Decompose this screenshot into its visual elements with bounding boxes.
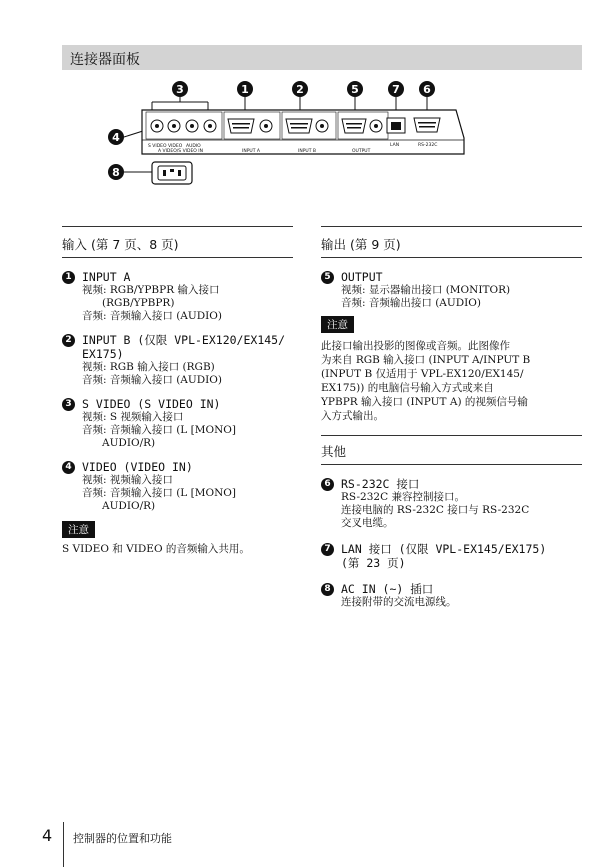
output-section	[321, 226, 582, 609]
item-line: RS-232C 兼容控制接口。	[341, 491, 465, 503]
callout-7	[388, 81, 404, 114]
item-title: INPUT A	[82, 270, 131, 284]
item-title: RS-232C 接口	[341, 477, 420, 491]
others-heading: 其他	[321, 444, 347, 459]
num-badge: 8	[321, 583, 334, 596]
item-line: 视频: 视频输入接口	[82, 474, 173, 486]
svg-text:1: 1	[241, 83, 249, 96]
note-label: 注意	[321, 316, 354, 333]
item-rs232c	[321, 477, 582, 530]
page-number: 4	[42, 826, 53, 845]
item-title-cont: (第 23 页)	[341, 556, 406, 570]
item-title: S VIDEO (S VIDEO IN)	[82, 397, 221, 411]
note-label: 注意	[62, 521, 95, 538]
callout-8	[108, 164, 152, 180]
note-text: S VIDEO 和 VIDEO 的音频输入共用。	[62, 543, 250, 555]
svg-text:8: 8	[112, 166, 120, 179]
item-line: 视频: RGB/YPBPR 输入接口	[82, 284, 220, 296]
svg-text:2: 2	[296, 83, 304, 96]
callout-4	[108, 129, 146, 145]
svg-text:S VIDEO: S VIDEO	[148, 144, 167, 149]
callout-5	[347, 81, 363, 110]
svg-text:3: 3	[176, 83, 184, 96]
input-section	[62, 226, 293, 556]
svg-text:AUDIO: AUDIO	[186, 144, 201, 149]
note-text: 此接口输出投影的图像或音频。此图像作 为来自 RGB 输入接口 (INPUT A/INPUT B (INPUT B 仅适用于 VPL-EX120/EX145/ EX175)) 的电脑信号输入方式或来自 YPBPR 输入接口 (INPUT A) 的视频信号输 入方式输出。	[321, 340, 531, 422]
item-ac-in	[321, 582, 582, 609]
item-line: 视频: RGB 输入接口 (RGB)	[82, 361, 215, 373]
svg-text:5: 5	[351, 83, 359, 96]
footer-section-name: 控制器的位置和功能	[73, 832, 172, 845]
item-line: 音频: 音频输入接口 (AUDIO)	[82, 310, 223, 322]
svg-text:OUTPUT: OUTPUT	[352, 149, 371, 154]
item-line: 音频: 音频输入接口 (L [MONO]	[82, 487, 236, 499]
item-title-cont: EX175)	[82, 347, 124, 361]
svg-text:INPUT A: INPUT A	[242, 149, 260, 154]
callout-2	[292, 81, 308, 110]
svg-text:6: 6	[423, 83, 431, 96]
section-title-bar	[62, 45, 582, 70]
num-badge: 7	[321, 543, 334, 556]
output-heading: 输出 (第 9 页)	[321, 237, 401, 252]
item-line: 视频: S 视频输入接口	[82, 411, 184, 423]
svg-text:INPUT B: INPUT B	[298, 149, 316, 154]
item-input-a	[62, 270, 293, 323]
num-badge: 5	[321, 271, 334, 284]
num-badge: 2	[62, 334, 75, 347]
num-badge: 6	[321, 478, 334, 491]
item-title: INPUT B (仅限 VPL-EX120/EX145/	[82, 333, 286, 347]
svg-text:A VIDEO/S VIDEO IN: A VIDEO/S VIDEO IN	[158, 149, 203, 154]
item-line: 音频: 音频输入接口 (AUDIO)	[82, 374, 223, 386]
callout-6	[419, 81, 435, 114]
callout-1	[237, 81, 253, 110]
item-title: LAN 接口 (仅限 VPL-EX145/EX175)	[341, 542, 547, 556]
item-s-video	[62, 397, 293, 450]
item-line: AUDIO/R)	[102, 500, 156, 512]
svg-text:VIDEO: VIDEO	[168, 144, 183, 149]
input-heading: 输入 (第 7 页、8 页)	[62, 237, 179, 252]
svg-text:4: 4	[112, 131, 120, 144]
item-input-b	[62, 333, 293, 387]
item-line: 音频: 音频输出接口 (AUDIO)	[341, 297, 482, 309]
footer-divider	[63, 822, 64, 867]
num-badge: 1	[62, 271, 75, 284]
item-line: (RGB/YPBPR)	[102, 297, 175, 309]
item-line: 视频: 显示器输出接口 (MONITOR)	[341, 284, 511, 296]
num-badge: 4	[62, 461, 75, 474]
item-title: AC IN (~) 插口	[341, 582, 434, 596]
connector-panel-figure	[100, 78, 470, 190]
svg-text:RS-232C: RS-232C	[418, 143, 438, 148]
callout-3	[152, 81, 208, 110]
item-title: VIDEO (VIDEO IN)	[82, 460, 193, 474]
svg-text:LAN: LAN	[390, 143, 400, 148]
item-line: AUDIO/R)	[102, 437, 156, 449]
item-line: 交叉电缆。	[341, 517, 394, 529]
item-line: 连接电脑的 RS-232C 接口与 RS-232C	[341, 504, 530, 516]
item-line: 连接附带的交流电源线。	[341, 596, 457, 608]
section-title: 连接器面板	[70, 52, 140, 68]
item-line: 音频: 音频输入接口 (L [MONO]	[82, 424, 236, 436]
item-title: OUTPUT	[341, 270, 383, 284]
item-output	[321, 270, 582, 310]
num-badge: 3	[62, 398, 75, 411]
item-lan	[321, 542, 582, 570]
svg-text:7: 7	[392, 83, 400, 96]
item-video	[62, 460, 293, 513]
